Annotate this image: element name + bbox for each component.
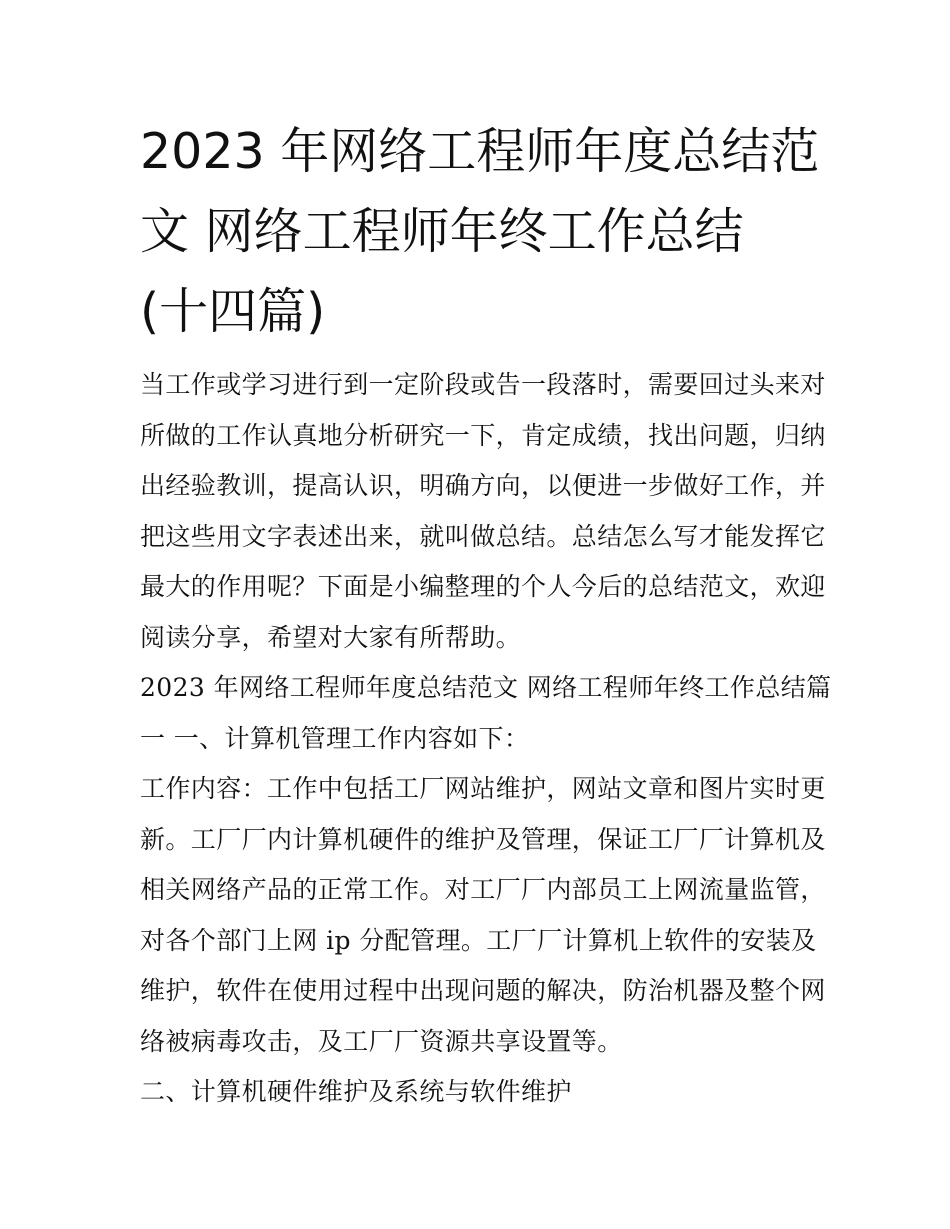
intro-line-1: 当工作或学习进行到一定阶段或告一段落时，需要回过头来对	[140, 370, 826, 399]
content-line-5: 维护，软件在使用过程中出现问题的解决，防治机器及整个网	[140, 976, 826, 1005]
content-line-1: 工作内容：工作中包括工厂网站维护，网站文章和图片实时更	[140, 774, 826, 803]
content-line-6: 络被病毒攻击，及工厂厂资源共享设置等。	[140, 1026, 623, 1056]
intro-line-3: 出经验教训，提高认识，明确方向，以便进一步做好工作，并	[140, 471, 826, 500]
content-line-3: 相关网络产品的正常工作。对工厂厂内部员工上网流量监管，	[140, 875, 826, 904]
title-line-3: (十四篇)	[140, 283, 326, 340]
subheading	[140, 1067, 812, 1118]
title-line-2: 文 网络工程师年终工作总结	[140, 203, 744, 260]
section-heading	[140, 663, 832, 764]
intro-paragraph	[140, 360, 826, 663]
document-page	[140, 112, 832, 1118]
document-title	[140, 112, 820, 352]
subheading-line: 二、计算机硬件维护及系统与软件维护	[140, 1077, 572, 1106]
intro-line-4: 把这些用文字表述出来，就叫做总结。总结怎么写才能发挥它	[140, 521, 826, 551]
section-heading-line-2: 一 一、计算机管理工作内容如下：	[140, 723, 530, 753]
content-line-4: 对各个部门上网 ip 分配管理。工厂厂计算机上软件的安装及	[140, 925, 817, 955]
intro-line-2: 所做的工作认真地分析研究一下，肯定成绩，找出问题，归纳	[140, 420, 826, 450]
title-line-1: 2023 年网络工程师年度总结范	[140, 123, 820, 180]
intro-line-5: 最大的作用呢？下面是小编整理的个人今后的总结范文，欢迎	[140, 572, 826, 601]
intro-line-6: 阅读分享，希望对大家有所帮助。	[140, 622, 522, 652]
content-line-2: 新。工厂厂内计算机硬件的维护及管理，保证工厂厂计算机及	[140, 824, 826, 854]
content-paragraph	[140, 764, 826, 1067]
section-heading-line-1: 2023 年网络工程师年度总结范文 网络工程师年终工作总结篇	[140, 673, 832, 702]
